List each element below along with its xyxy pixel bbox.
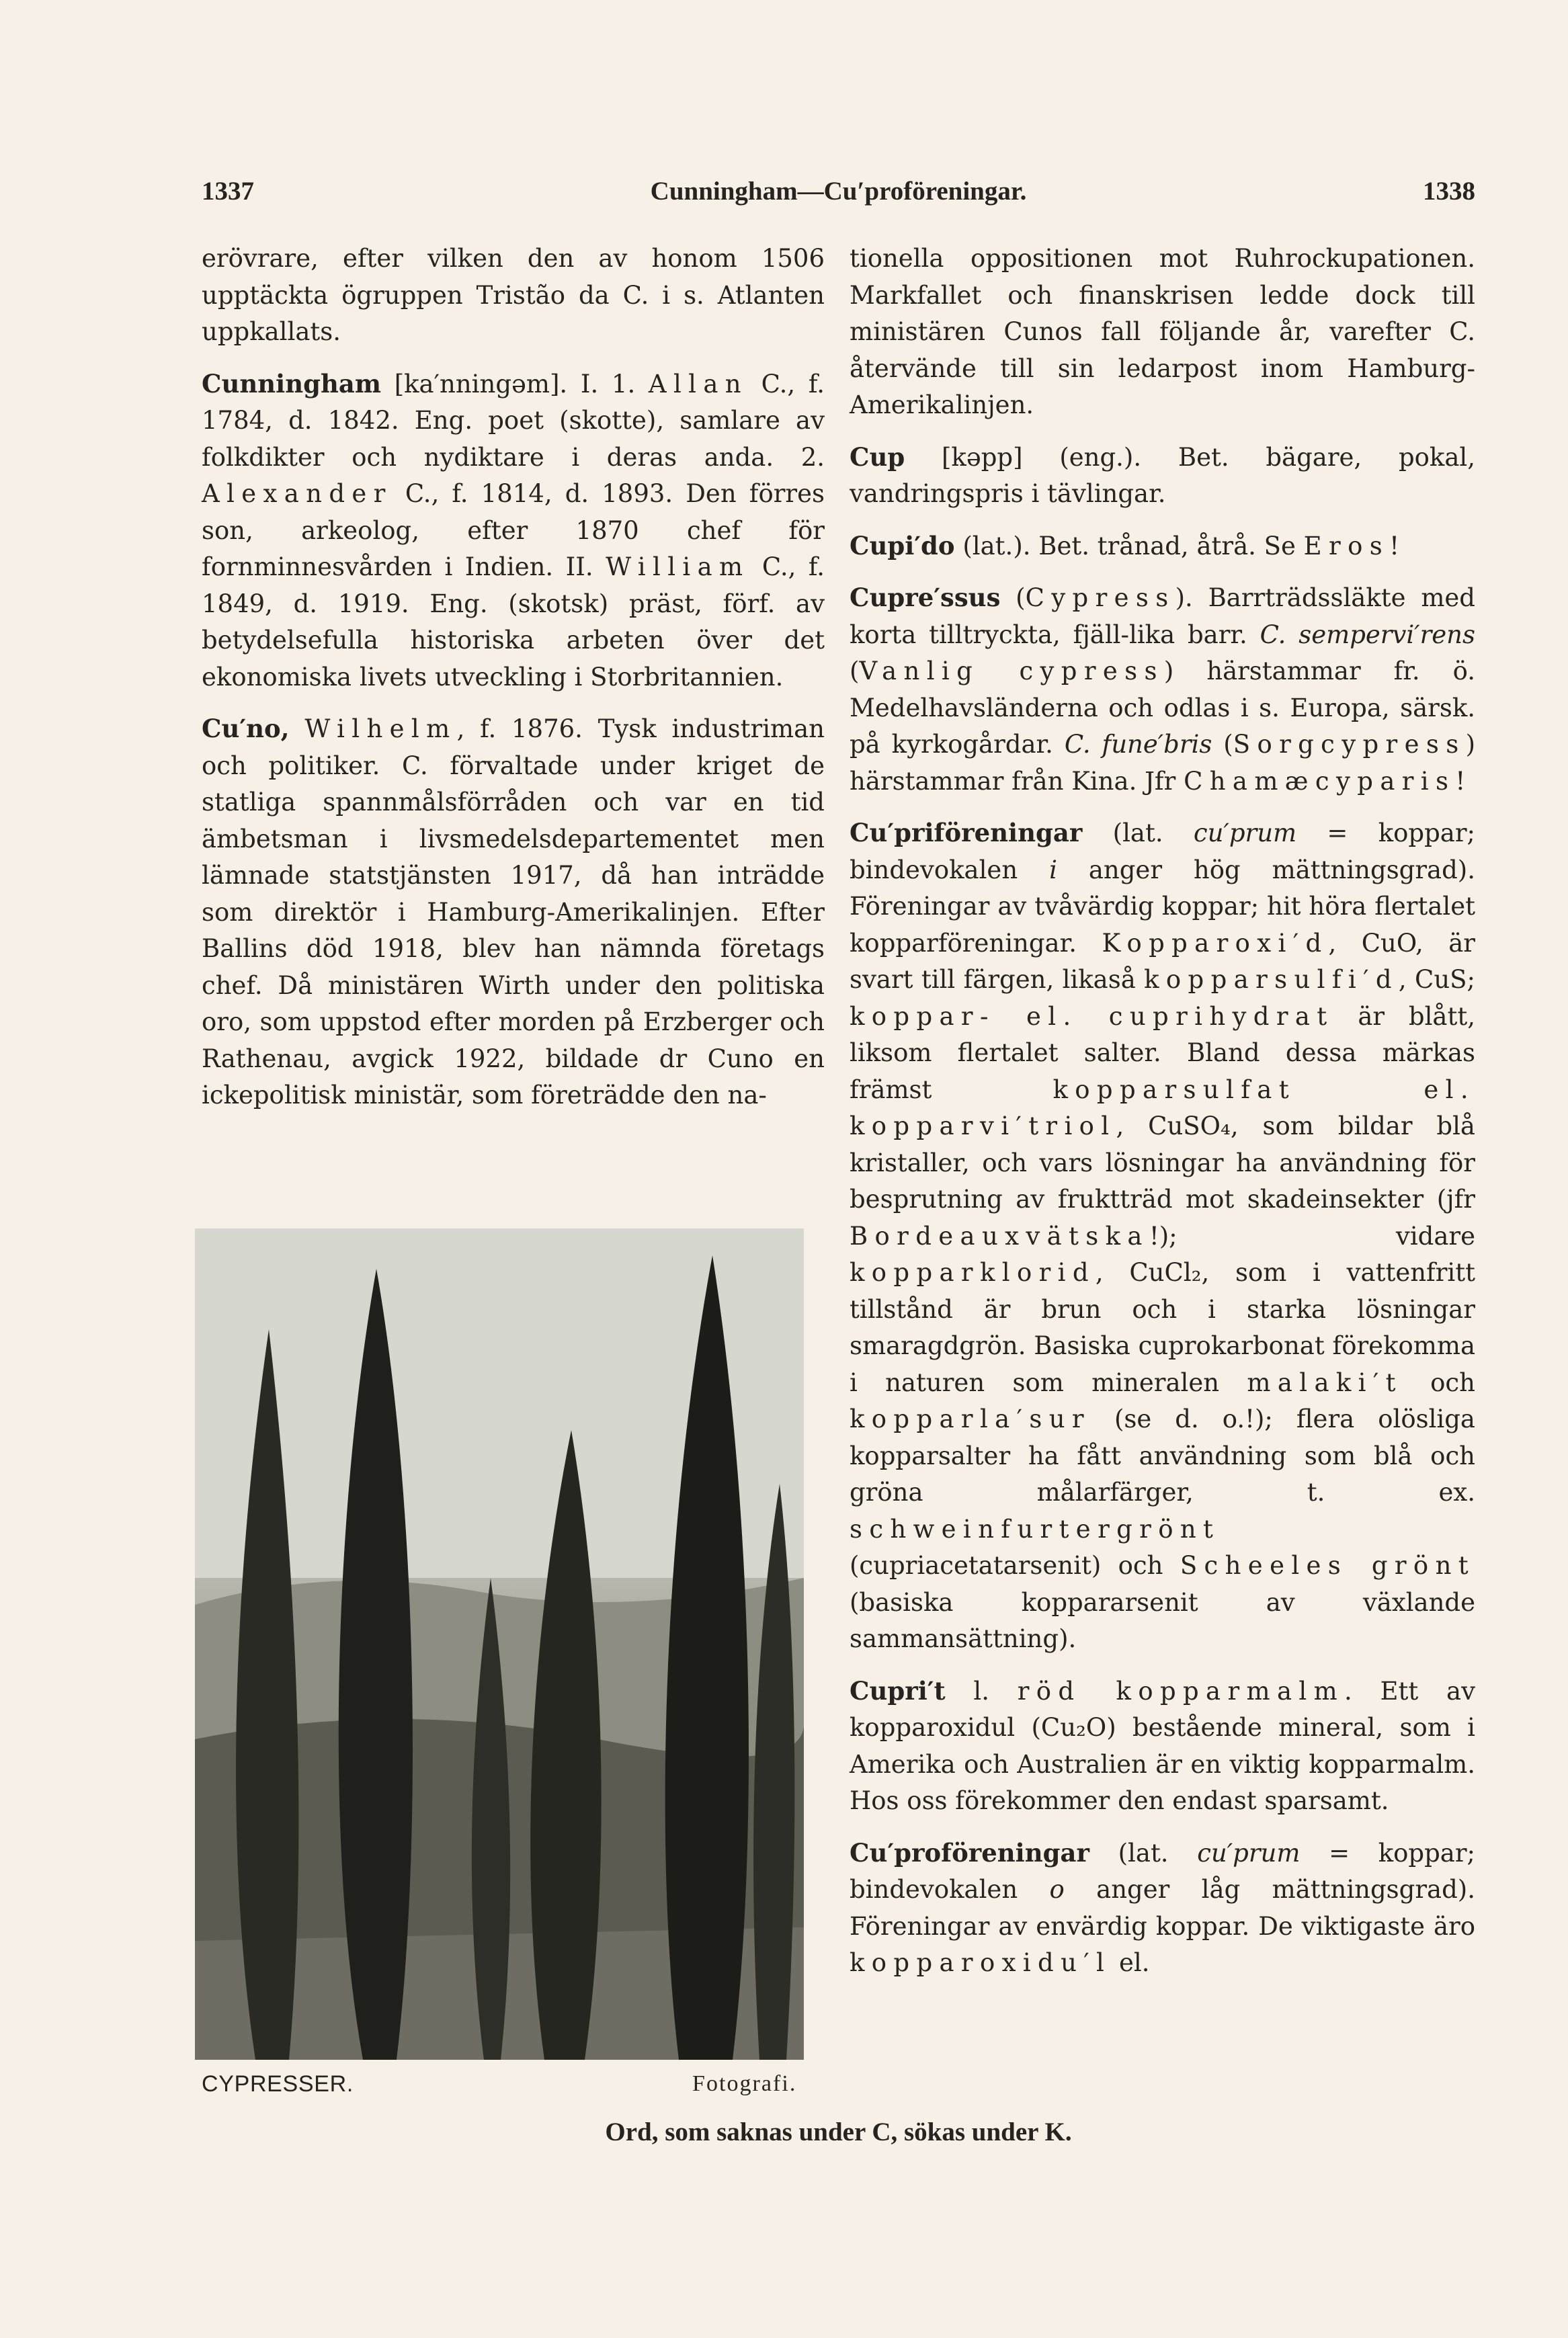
- entry-text: är blått, liksom flertalet salter. Bland dessa märkas främst: [850, 1001, 1475, 1104]
- spaced-name: malaki′t: [1247, 1368, 1403, 1397]
- entry-text: el.: [1111, 1948, 1150, 1977]
- spaced-name: kopparsulfi′d: [1144, 965, 1399, 994]
- entry-text: , CuO, är svart till färgen, likaså: [850, 928, 1475, 994]
- entry-cuproforeningar: [850, 1835, 1475, 1982]
- spaced-name: kopparsulfat el. kopparvi′triol: [850, 1075, 1475, 1140]
- headword: Cu′proföreningar: [850, 1837, 1089, 1868]
- italic-term: cu′prum: [1193, 819, 1297, 847]
- entry-text: (: [1000, 583, 1026, 612]
- entry-continuation: tionella oppositionen mot Ruhrockupationen. Markfallet och finanskrisen ledde dock till ministären Cunos fall följande år, varefter C. återvände till sin ledarpost inom Hamburg-Amerikalinjen.: [850, 244, 1475, 419]
- entry-text: [kəpp] (eng.). Bet. bägare, pokal, vandringspris i tävlingar.: [850, 442, 1475, 508]
- spaced-name: Cypress: [1025, 583, 1175, 612]
- entry-text: = koppar; bindevokalen: [850, 1838, 1475, 1904]
- entry-text: . Ett av kopparoxidul (Cu₂O) bestående mineral, som i Amerika och Australien är en viktig kopparmalm. Hos oss förekommer den endast sparsamt.: [850, 1676, 1475, 1815]
- entry-text: C., f. 1849, d. 1919. Eng. (skotsk) präst, förf. av betydelsefulla historiska arbeten över det ekonomiska livets utveckling i Storbritannien.: [202, 552, 825, 692]
- spaced-name: schweinfurtergrönt: [850, 1514, 1221, 1544]
- spaced-name: kopparklorid: [850, 1258, 1096, 1287]
- spaced-name: Eros: [1303, 531, 1390, 560]
- cypress-trees-illustration: [195, 1228, 804, 2060]
- entry-text: (cupriacetatarsenit) och: [850, 1551, 1180, 1580]
- entry-text: (lat.: [1082, 819, 1194, 847]
- page-number-right: 1338: [1423, 177, 1475, 206]
- entry-cunningham: [202, 366, 825, 696]
- entry-text: !); vidare: [1149, 1221, 1475, 1251]
- italic-term: o: [1049, 1875, 1065, 1904]
- entry-cuno: [202, 710, 825, 1114]
- spaced-name: Kopparoxi′d: [1102, 928, 1329, 958]
- page-number-left: 1337: [202, 177, 254, 206]
- spaced-name: kopparla′sur: [850, 1405, 1091, 1433]
- entry-text: (lat.). Bet. trånad, åtrå. Se: [954, 531, 1304, 560]
- headword: Cupi′do: [850, 530, 955, 560]
- spaced-name: koppar- el. cuprihydrat: [850, 1001, 1334, 1031]
- headword: Cu′no,: [202, 714, 290, 743]
- italic-term: C. fune′bris: [1064, 730, 1212, 759]
- running-title: Cunningham—Cu′proföreningar.: [650, 177, 1027, 206]
- spaced-name: Sorgcypress: [1233, 730, 1466, 759]
- entry-text: (: [1212, 730, 1233, 759]
- spaced-name: William: [606, 552, 750, 581]
- entry-cupressus: [850, 579, 1475, 800]
- right-column: [850, 241, 1475, 1982]
- entry-text: , CuSO₄, som bildar blå kristaller, och vars lösningar ha användning för besprutning av fruktträd mot skadeinsekter (jfr: [850, 1112, 1475, 1214]
- entry-text: l.: [945, 1676, 1018, 1706]
- entry-text: och: [1402, 1368, 1475, 1397]
- entry-text: !: [1455, 766, 1466, 796]
- cypress-photograph: [195, 1228, 804, 2060]
- entry-text: , CuCl₂, som i vattenfritt tillstånd är brun och i starka lösningar smaragdgrön. Basiska cuprokarbonat förekomma i naturen som mineralen: [850, 1258, 1475, 1397]
- entry-text: (se d. o.!); flera olösliga kopparsalter ha fått användning som blå och gröna målarfärger, t. ex.: [850, 1405, 1475, 1507]
- spaced-name: Scheeles grönt: [1180, 1551, 1475, 1580]
- entry-text: (basiska koppararsenit av växlande sammansättning).: [850, 1587, 1475, 1653]
- entry-text: anger låg mättningsgrad). Föreningar av envärdig koppar. De viktigaste äro: [850, 1875, 1475, 1941]
- italic-term: i: [1049, 855, 1057, 884]
- left-column: [202, 241, 825, 1114]
- figure-caption: CYPRESSER.: [202, 2071, 354, 2097]
- spaced-name: Chamæcyparis: [1184, 766, 1456, 796]
- entry-cuprit: [850, 1673, 1475, 1820]
- headword: Cup: [850, 442, 905, 472]
- entry-cupido: [850, 528, 1475, 565]
- spaced-name: Alexander: [202, 479, 393, 508]
- entry-text: (: [850, 657, 860, 685]
- entry-text: ). Barrträdssläkte med korta tilltryckta, fjäll-lika barr.: [850, 583, 1475, 649]
- entry-text: = koppar; bindevokalen: [850, 819, 1475, 884]
- entry-text: C., f. 1784, d. 1842. Eng. poet (skotte), samlare av folkdikter och nydiktare i deras anda. 2.: [202, 369, 825, 472]
- headword: Cu′priföreningar: [850, 818, 1083, 847]
- entry-continuation: erövrare, efter vilken den av honom 1506 upptäckta ögruppen Tristão da C. i s. Atlanten uppkallats.: [202, 244, 825, 346]
- spaced-name: Wilhelm: [304, 714, 457, 743]
- entry-text: !: [1389, 531, 1399, 560]
- entry-text: , CuS;: [1398, 965, 1475, 994]
- spaced-name: Allan: [648, 369, 748, 399]
- entry-cup: [850, 439, 1475, 513]
- headword: Cupri′t: [850, 1675, 946, 1706]
- entry-text: ) härstammar fr. ö. Medelhavsländerna och odlas i s. Europa, särsk. på kyrkogårdar.: [850, 657, 1475, 759]
- entry-cupriforeningar: [850, 815, 1475, 1658]
- footer-note: Ord, som saknas under C, sökas under K.: [605, 2118, 1072, 2146]
- headword: Cupre′ssus: [850, 583, 1001, 612]
- spaced-name: Vanlig cypress: [859, 657, 1164, 685]
- entry-text: C., f. 1814, d. 1893. Den förres son, arkeolog, efter 1870 chef för fornminnesvården i Indien. II.: [202, 479, 825, 581]
- italic-term: cu′prum: [1197, 1838, 1301, 1868]
- spaced-name: röd kopparmalm: [1017, 1676, 1345, 1706]
- entry-text: , f. 1876. Tysk industriman och politiker. C. förvaltade under kriget de statliga spannmålsförråden och var en tid ämbetsman i livsmedelsdepartementet men lämnade statstjänsten 1917, då han inträdde som direktör i Hamburg-Amerikalinjen. Efter Ballins död 1918, blev han nämnda företags chef. Då ministären Wirth under den politiska oro, som uppstod efter morden på Erzberger och Rathenau, avgick 1922, bildade dr Cuno en ickepolitisk ministär, som företrädde den na-: [202, 714, 825, 1110]
- spaced-name: Bordeauxvätska: [850, 1221, 1149, 1251]
- entry-text: ) härstammar från Kina. Jfr: [850, 730, 1475, 796]
- entry-text: anger hög mättningsgrad). Föreningar av tvåvärdig koppar; hit höra flertalet kopparföreningar.: [850, 855, 1475, 958]
- italic-term: C. sempervi′rens: [1260, 620, 1475, 649]
- figure-credit: Fotografi.: [692, 2071, 797, 2096]
- spaced-name: kopparoxidu′l: [850, 1948, 1112, 1977]
- headword: Cunningham: [202, 368, 382, 399]
- entry-text: [ka′nningəm]. I. 1.: [381, 369, 649, 399]
- entry-text: (lat.: [1089, 1838, 1198, 1868]
- page-header: [202, 176, 1475, 216]
